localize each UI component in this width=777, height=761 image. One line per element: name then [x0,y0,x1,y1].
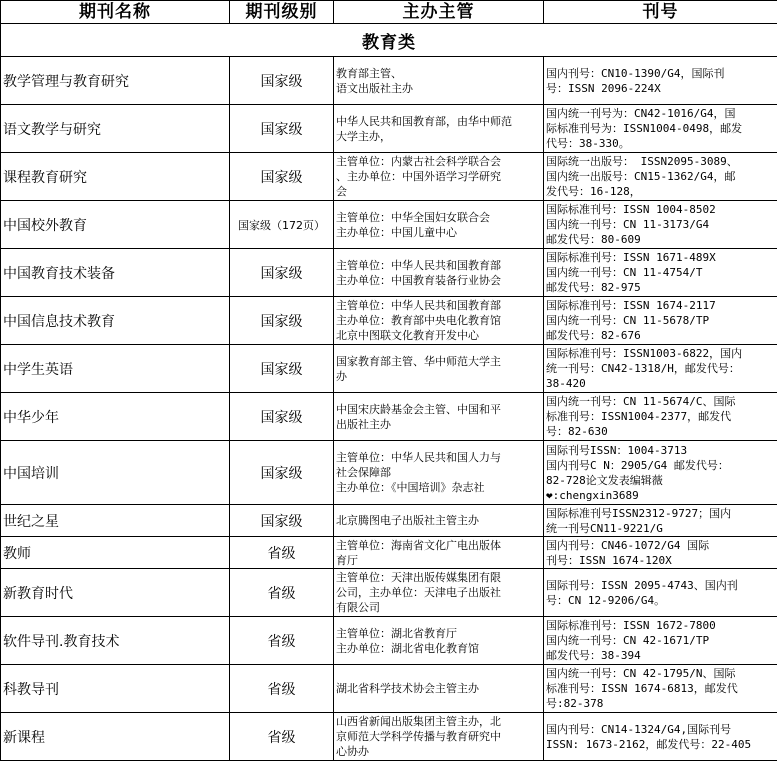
journal-name-cell: 语文教学与研究 [1,105,230,153]
table-row [1,441,777,505]
journal-issn-cell: 国际标准刊号：ISSN 1674-2117 国内统一刊号：CN 11-5678/TP 邮发代号：82-676 [544,297,777,345]
journal-name-cell: 世纪之星 [1,505,230,537]
journal-issn-cell: 国内统一刊号：CN 11-5674/C、国际 标准刊号：ISSN1004-2377，邮发代 号：82-630 [544,393,777,441]
journal-level-cell: 国家级 [230,153,334,201]
journal-sponsor-cell: 主管单位：湖北省教育厅 主办单位：湖北省电化教育馆 [334,617,544,665]
journal-sponsor-cell: 中华人民共和国教育部，由华中师范 大学主办， [334,105,544,153]
journal-issn-cell: 国内统一刊号为：CN42-1016/G4，国 际标准刊号为：ISSN1004-0498，邮发 代号：38-330。 [544,105,777,153]
journal-level-cell: 省级 [230,537,334,569]
table-row [1,345,777,393]
table-row [1,505,777,537]
journal-name-cell: 软件导刊.教育技术 [1,617,230,665]
journal-issn-cell: 国内刊号：CN46-1072/G4 国际 刊号：ISSN 1674-120X [544,537,777,569]
journal-level-cell: 国家级（172页） [230,201,334,249]
header-issn: 刊号 [544,1,777,24]
journal-level-cell: 省级 [230,569,334,617]
journal-level-cell: 国家级 [230,297,334,345]
journal-issn-cell: 国际标准刊号：ISSN1003-6822，国内 统一刊号：CN42-1318/H，邮发代号： 38-420 [544,345,777,393]
journal-level-cell: 国家级 [230,505,334,537]
journal-sponsor-cell: 主管单位：中华人民共和国人力与 社会保障部 主办单位：《中国培训》杂志社 [334,441,544,505]
journal-name-cell: 教师 [1,537,230,569]
journal-name-cell: 课程教育研究 [1,153,230,201]
journal-sponsor-cell: 北京腾图电子出版社主管主办 [334,505,544,537]
journal-name-cell: 中华少年 [1,393,230,441]
header-level: 期刊级别 [230,1,334,24]
journal-name-cell: 中国信息技术教育 [1,297,230,345]
header-sponsor: 主办主管 [334,1,544,24]
journal-sponsor-cell: 国家教育部主管、华中师范大学主 办 [334,345,544,393]
table-row [1,153,777,201]
journal-level-cell: 省级 [230,617,334,665]
journal-name-cell: 新课程 [1,713,230,761]
journal-issn-cell: 国际标准刊号ISSN2312-9727；国内 统一刊号CN11-9221/G [544,505,777,537]
journal-level-cell: 国家级 [230,393,334,441]
journal-sponsor-cell: 主管单位：天津出版传媒集团有限 公司，主办单位：天津电子出版社 有限公司 [334,569,544,617]
journal-issn-cell: 国内刊号：CN10-1390/G4，国际刊 号：ISSN 2096-224X [544,57,777,105]
journal-sponsor-cell: 中国宋庆龄基金会主管、中国和平 出版社主办 [334,393,544,441]
journal-sponsor-cell: 湖北省科学技术协会主管主办 [334,665,544,713]
table-row [1,249,777,297]
table-row [1,105,777,153]
journal-level-cell: 省级 [230,665,334,713]
journal-level-cell: 省级 [230,713,334,761]
journal-level-cell: 国家级 [230,105,334,153]
table-row [1,537,777,569]
journal-name-cell: 中国教育技术装备 [1,249,230,297]
journal-name-cell: 新教育时代 [1,569,230,617]
table-row [1,393,777,441]
journal-issn-cell: 国际标准刊号：ISSN 1004-8502 国内统一刊号：CN 11-3173/G4 邮发代号：80-609 [544,201,777,249]
table-row [1,297,777,345]
journal-issn-cell: 国际刊号：ISSN 2095-4743、国内刊 号：CN 12-9206/G4。 [544,569,777,617]
journal-issn-cell: 国内刊号：CN14-1324/G4,国际刊号 ISSN: 1673-2162，邮发代号：22-405 [544,713,777,761]
journal-name-cell: 中学生英语 [1,345,230,393]
journal-name-cell: 科教导刊 [1,665,230,713]
table-row [1,617,777,665]
journal-issn-cell: 国际标准刊号：ISSN 1671-489X 国内统一刊号：CN 11-4754/T 邮发代号：82-975 [544,249,777,297]
journal-issn-cell: 国际统一出版号： ISSN2095-3089、 国内统一出版号：CN15-1362/G4，邮 发代号：16-128， [544,153,777,201]
table-row [1,713,777,761]
journal-sponsor-cell: 主管单位：中华人民共和国教育部 主办单位：中国教育装备行业协会 [334,249,544,297]
table-row [1,569,777,617]
header-name: 期刊名称 [1,1,230,24]
journal-level-cell: 国家级 [230,249,334,297]
journal-name-cell: 教学管理与教育研究 [1,57,230,105]
journal-sponsor-cell: 主管单位：海南省文化广电出版体 育厅 [334,537,544,569]
category-row [1,24,777,57]
journal-name-cell: 中国培训 [1,441,230,505]
journal-sponsor-cell: 主管单位：中华全国妇女联合会 主办单位：中国儿童中心 [334,201,544,249]
journal-sponsor-cell: 主管单位：内蒙古社会科学联合会 、主办单位：中国外语学习学研究 会 [334,153,544,201]
header-row [1,1,777,24]
journal-sponsor-cell: 教育部主管、 语文出版社主办 [334,57,544,105]
journal-level-cell: 国家级 [230,345,334,393]
journal-sponsor-cell: 主管单位：中华人民共和国教育部 主办单位：教育部中央电化教育馆 北京中图联文化教育开发中心 [334,297,544,345]
journal-sponsor-cell: 山西省新闻出版集团主管主办，北 京师范大学科学传播与教育研究中 心协办 [334,713,544,761]
journal-level-cell: 国家级 [230,441,334,505]
journal-issn-cell: 国际标准刊号：ISSN 1672-7800 国内统一刊号：CN 42-1671/TP 邮发代号：38-394 [544,617,777,665]
journal-issn-cell: 国际刊号ISSN：1004-3713 国内刊号C N：2905/G4 邮发代号： 82-728论文发表编辑薇 ❤:chengxin3689 [544,441,777,505]
table-row [1,665,777,713]
table-row [1,57,777,105]
table-row [1,201,777,249]
category-title: 教育类 [1,24,777,57]
journal-level-cell: 国家级 [230,57,334,105]
journal-issn-cell: 国内统一刊号：CN 42-1795/N、国际 标准刊号：ISSN 1674-6813，邮发代 号:82-378 [544,665,777,713]
journal-name-cell: 中国校外教育 [1,201,230,249]
